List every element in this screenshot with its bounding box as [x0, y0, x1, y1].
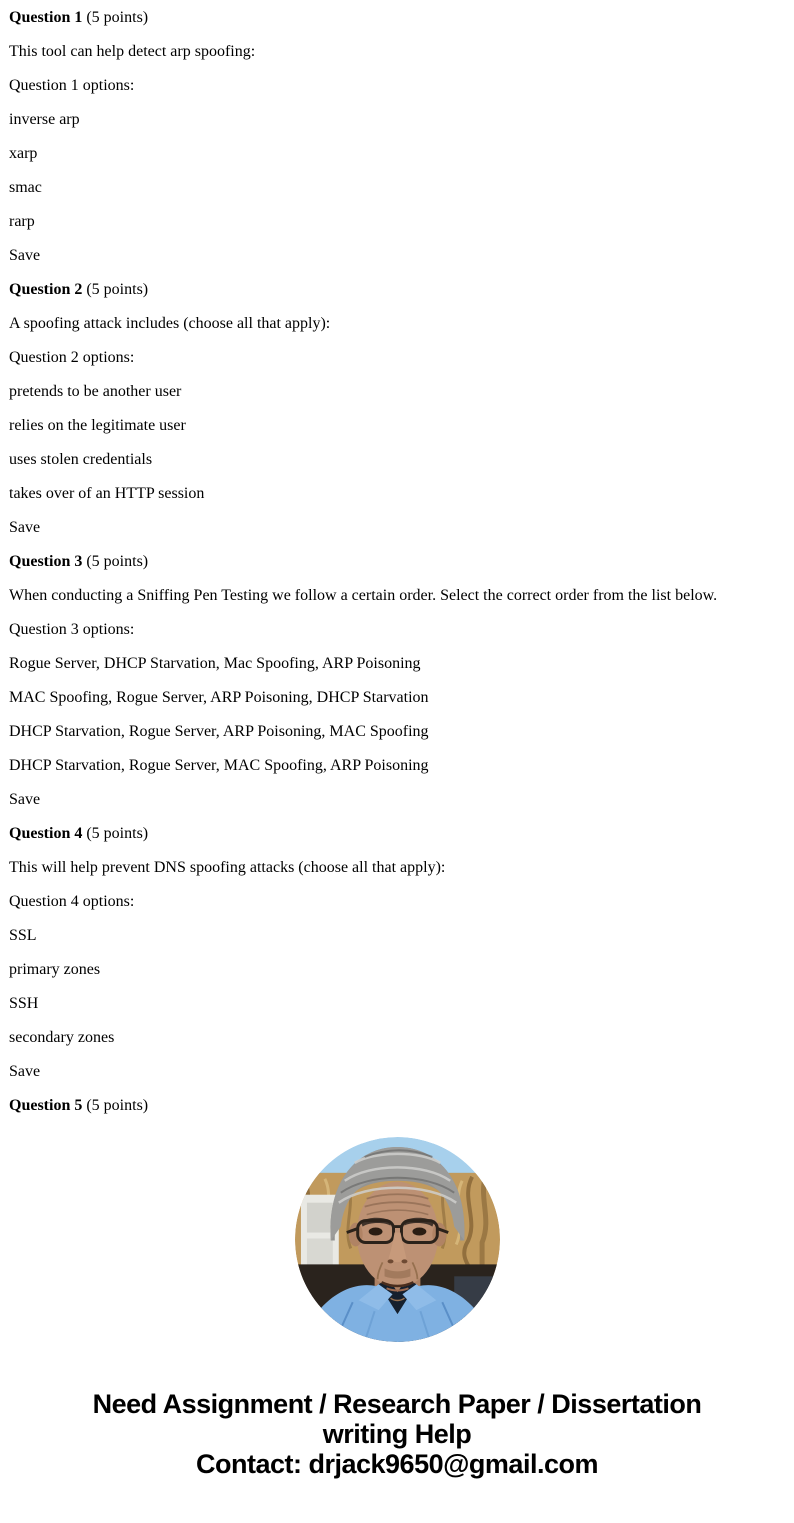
question-prompt: This will help prevent DNS spoofing attacks (choose all that apply): [9, 859, 446, 876]
answer-option[interactable]: DHCP Starvation, Rogue Server, MAC Spoofing, ARP Poisoning [9, 757, 429, 774]
question-points: (5 points) [86, 9, 149, 26]
answer-option[interactable]: primary zones [9, 961, 101, 978]
save-button[interactable]: Save [9, 247, 41, 264]
question-options-label: Question 4 options: [9, 893, 135, 910]
portrait-photo [295, 1137, 500, 1342]
answer-option[interactable]: takes over of an HTTP session [9, 485, 205, 502]
question-points: (5 points) [86, 825, 149, 842]
save-button[interactable]: Save [9, 791, 41, 808]
question-points: (5 points) [86, 553, 149, 570]
save-button[interactable]: Save [9, 1063, 41, 1080]
question-heading [9, 1097, 785, 1115]
footer-contact: Contact: drjack9650@gmail.com [196, 1449, 598, 1479]
question-heading [9, 281, 785, 299]
answer-option[interactable]: xarp [9, 145, 38, 162]
answer-option[interactable]: rarp [9, 213, 35, 230]
question-prompt: This tool can help detect arp spoofing: [9, 43, 256, 60]
portrait-illustration [295, 1137, 500, 1342]
question-title: Question 3 [9, 553, 83, 570]
answer-option[interactable]: SSH [9, 995, 39, 1012]
answer-option[interactable]: MAC Spoofing, Rogue Server, ARP Poisoning, DHCP Starvation [9, 689, 429, 706]
answer-option[interactable]: relies on the legitimate user [9, 417, 186, 434]
portrait-photo-container [0, 1137, 794, 1342]
save-button[interactable]: Save [9, 519, 41, 536]
answer-option[interactable]: Rogue Server, DHCP Starvation, Mac Spoofing, ARP Poisoning [9, 655, 421, 672]
answer-option[interactable]: SSL [9, 927, 37, 944]
question-heading [9, 825, 785, 843]
question-prompt: A spoofing attack includes (choose all that apply): [9, 315, 331, 332]
answer-option[interactable]: uses stolen credentials [9, 451, 153, 468]
question-title: Question 1 [9, 9, 83, 26]
answer-option[interactable]: secondary zones [9, 1029, 115, 1046]
footer-heading-line2: writing Help [322, 1419, 472, 1449]
question-points: (5 points) [86, 281, 149, 298]
question-title: Question 5 [9, 1097, 83, 1114]
answer-option[interactable]: smac [9, 179, 42, 196]
question-options-label: Question 3 options: [9, 621, 135, 638]
question-points: (5 points) [86, 1097, 149, 1114]
question-title: Question 2 [9, 281, 83, 298]
question-options-label: Question 1 options: [9, 77, 135, 94]
answer-option[interactable]: pretends to be another user [9, 383, 182, 400]
footer-ad [0, 1389, 794, 1507]
question-heading [9, 553, 785, 571]
footer-heading-line1: Need Assignment / Research Paper / Dissertation [92, 1389, 702, 1419]
question-heading [9, 9, 785, 27]
answer-option[interactable]: inverse arp [9, 111, 80, 128]
answer-option[interactable]: DHCP Starvation, Rogue Server, ARP Poisoning, MAC Spoofing [9, 723, 429, 740]
question-title: Question 4 [9, 825, 83, 842]
question-options-label: Question 2 options: [9, 349, 135, 366]
question-prompt: When conducting a Sniffing Pen Testing we follow a certain order. Select the correct order from the list below. [9, 587, 718, 604]
